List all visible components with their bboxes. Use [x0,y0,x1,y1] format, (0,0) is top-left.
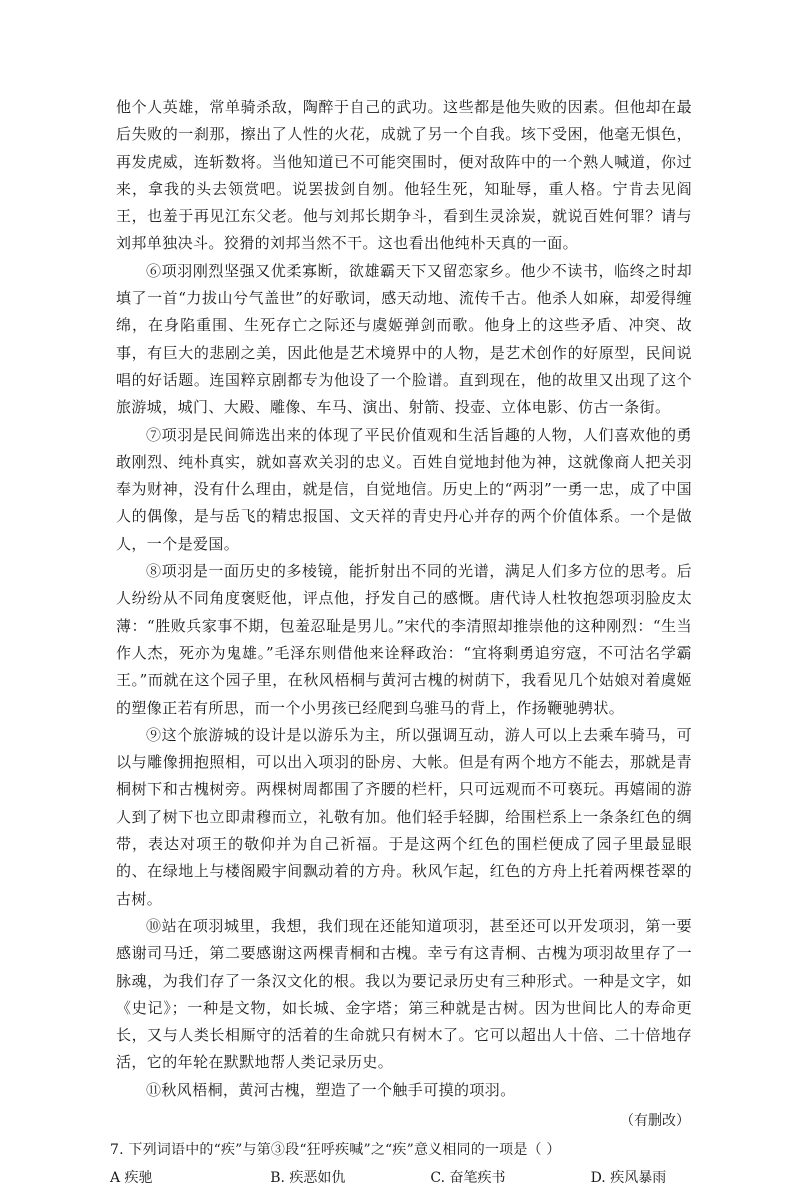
paragraph-5-continued: 他个人英雄，常单骑杀敌，陶醉于自己的武功。这些都是他失败的因素。但他却在最后失败的一刹那，擦出了人性的火花，成就了另一个自我。垓下受困，他毫无惧色，再发虎威，连斩数将。当他知道已不可能突围时，便对敌阵中的一个熟人喊道，你过来，拿我的头去领赏吧。说罢拔剑自刎。他轻生死，知耻辱，重人格。宁肯去见阎王，也羞于再见江东父老。他与刘邦长期争斗，看到生灵涂炭，就说百姓何罪？请与刘邦单独决斗。狡猾的刘邦当然不干。这也看出他纯朴天真的一面。 [116,98,692,253]
option-b[interactable]: B. 疾恶如仇 [270,1169,346,1186]
option-c[interactable]: C. 奋笔疾书 [430,1169,506,1186]
article-body [110,94,692,1192]
question-7: 7. 下列词语中的“疾”与第③段“狂呼疾喊”之“疾”意义相同的一项是（ ） [110,1141,561,1158]
paragraph-9: ⑨这个旅游城的设计是以游乐为主，所以强调互动，游人可以上去乘车骑马，可以与雕像拥抱照相，可以出入项羽的卧房、大帐。但是有两个地方不能去，那就是青桐树下和古槐树旁。两棵树周都围了齐腰的栏杆，只可远观而不可亵玩。再嬉闹的游人到了树下也立即肃穆而立，礼敬有加。他们轻手轻脚，给围栏系上一条条红色的绸带，表达对项王的敬仰并为自己祈福。于是这两个红色的围栏便成了园子里最显眼的、在绿地上与楼阁殿宇间飘动着的方舟。秋风乍起，红色的方舟上托着两棵苍翠的古树。 [116,725,692,908]
option-a[interactable]: A 疾驰 [110,1169,153,1186]
paragraph-10: ⑩站在项羽城里，我想，我们现在还能知道项羽，甚至还可以开发项羽，第一要感谢司马迁，第二要感谢这两棵青桐和古槐。幸亏有这青桐、古槐为项羽故里存了一脉魂，为我们存了一条汉文化的根。我以为要记录历史有三种形式。一种是文字，如《史记》；一种是文物，如长城、金字塔；第三种就是古树。因为世间比人的寿命更长，又与人类长相厮守的活着的生命就只有树木了。它可以超出人十倍、二十倍地存活，它的年轮在默默地帮人类记录历史。 [116,916,692,1072]
paragraph-6: ⑥项羽刚烈坚强又优柔寡断，欲雄霸天下又留恋家乡。他少不读书，临终之时却填了一首“力拔山兮气盖世”的好歌词，感天动地、流传千古。他杀人如麻，却爱得缠绵，在身陷重围、生死存亡之际还与虞姬弹剑而歌。他身上的这些矛盾、冲突、故事，有巨大的悲剧之美，因此他是艺术境界中的人物，是艺术创作的好原型，民间说唱的好话题。连国粹京剧都专为他设了一个脸谱。直到现在，他的故里又出现了这个旅游城，城门、大殿、雕像、车马、演出、射箭、投壶、立体电影、仿古一条街。 [116,261,692,417]
paragraph-8: ⑧项羽是一面历史的多棱镜，能折射出不同的光谱，满足人们多方位的思考。后人纷纷从不同角度褒贬他，评点他，抒发自己的感慨。唐代诗人杜牧抱怨项羽脸皮太薄：“胜败兵家事不期，包羞忍耻是男儿。”宋代的李清照却推崇他的这种刚烈：“生当作人杰，死亦为鬼雄。”毛泽东则借他来诠释政治：“宜将剩勇追穷寇，不可沽名学霸王。”而就在这个园子里，在秋风梧桐与黄河古槐的树荫下，我看见几个姑娘对着虞姬的塑像正若有所思，而一个小男孩已经爬到乌骓马的背上，作扬鞭驰骋状。 [116,562,692,717]
paragraph-7: ⑦项羽是民间筛选出来的体现了平民价值观和生活旨趣的人物，人们喜欢他的勇敢刚烈、纯朴真实，就如喜欢关羽的忠义。百姓自觉地封他为神，这就像商人把关羽奉为财神，没有什么理由，就是信，自觉地信。历史上的“两羽”一勇一忠，成了中国人的偶像，是与岳飞的精忠报国、文天祥的青史丹心并存的两个价值体系。一个是做人，一个是爱国。 [116,425,692,553]
source-note: （有删改） [620,1112,690,1129]
option-d[interactable]: D. 疾风暴雨 [590,1169,667,1186]
paragraph-11: ⑪秋风梧桐，黄河古槐，塑造了一个触手可摸的项羽。 [146,1080,516,1099]
question-7-options [110,1164,700,1192]
